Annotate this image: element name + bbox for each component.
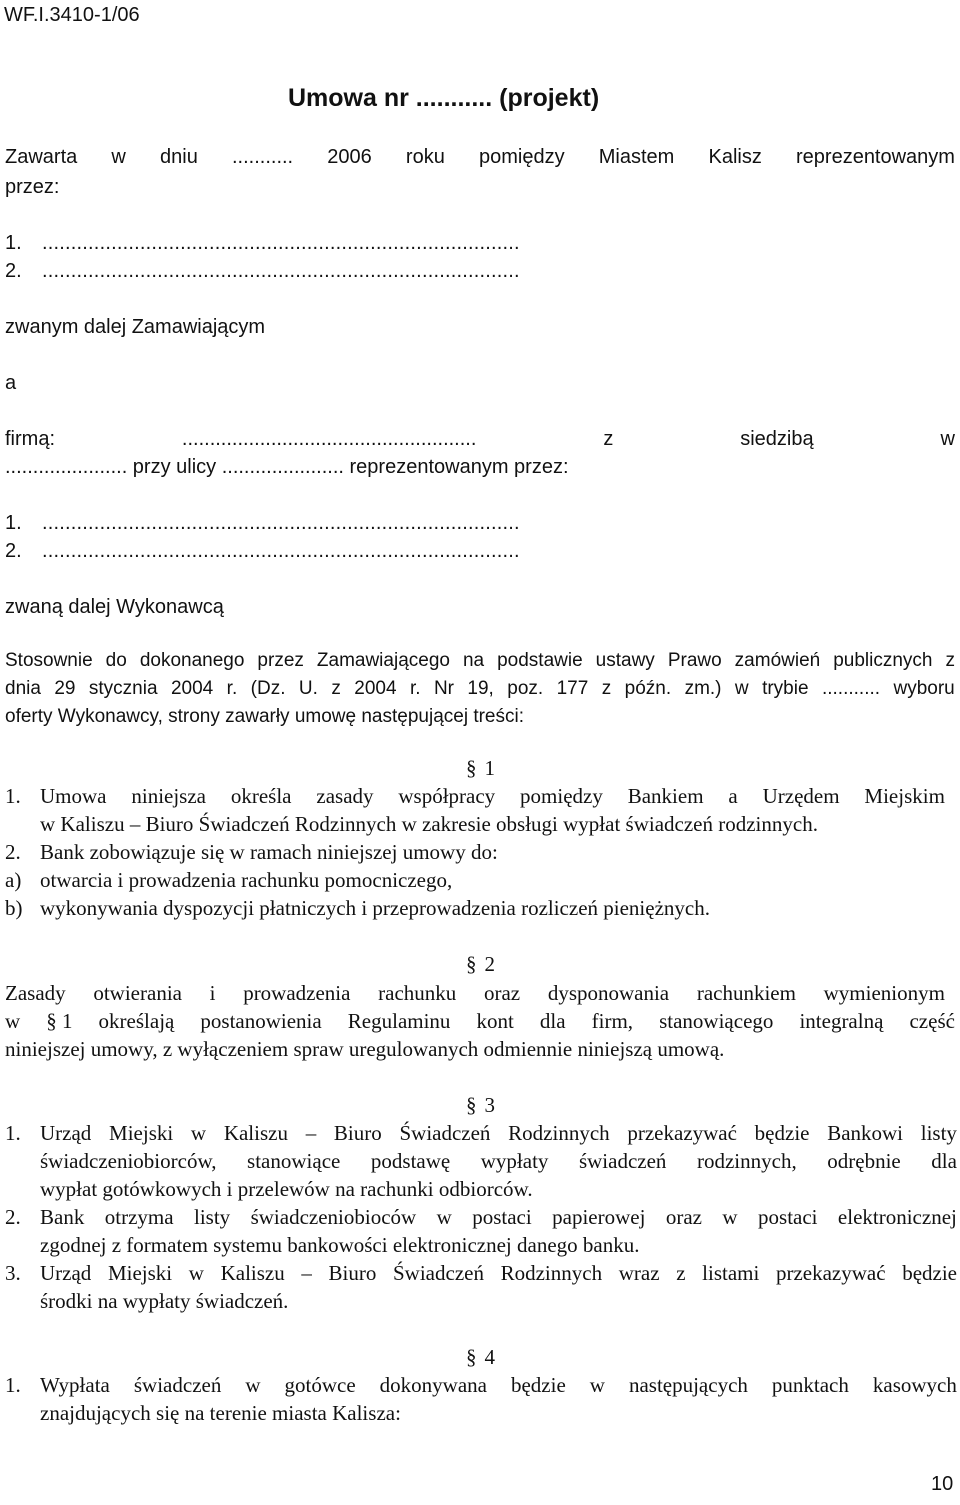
word: Zamawiającego xyxy=(316,650,450,671)
word: U. xyxy=(298,678,318,699)
section-number: 1 xyxy=(484,756,495,780)
s2-line-1 xyxy=(5,981,945,1006)
word: firmą: xyxy=(5,428,55,450)
s4-p1-line-1 xyxy=(40,1373,957,1398)
word: Rodzinnych xyxy=(500,1261,603,1285)
firm-line-2: ...................... przy ulicy ...................... reprezentowanym przez: xyxy=(5,456,569,478)
word: w xyxy=(188,1261,204,1285)
word: Nr xyxy=(433,678,454,699)
word: przez xyxy=(257,650,304,671)
word: wyboru xyxy=(893,678,955,699)
word: stanowiące xyxy=(247,1149,341,1173)
word: podstawę xyxy=(370,1149,451,1173)
word: dniu xyxy=(160,146,198,168)
word: z xyxy=(331,678,341,699)
word: papierowej xyxy=(552,1205,646,1229)
section-1-heading xyxy=(466,756,495,781)
word: w xyxy=(589,1373,605,1397)
s1-p2-number: 2. xyxy=(5,840,21,864)
word: r. xyxy=(226,678,238,699)
word: w xyxy=(722,1205,738,1229)
word: prowadzenia xyxy=(243,981,351,1005)
word: Miastem xyxy=(598,146,675,168)
word: w xyxy=(111,146,126,168)
s3-p1-line-1 xyxy=(40,1121,957,1146)
word: Regulaminu xyxy=(347,1009,451,1033)
word: stycznia xyxy=(88,678,158,699)
s1-b-text: wykonywania dyspozycji płatniczych i przeprowadzenia rozliczeń pieniężnych. xyxy=(40,896,710,920)
s1-p2-line-1: Bank zobowiązuje się w ramach niniejszej umowy do: xyxy=(40,840,498,864)
page-title: Umowa nr ........... (projekt) xyxy=(288,84,600,112)
word: – xyxy=(305,1121,317,1145)
word: postaci xyxy=(472,1205,532,1229)
word: Umowa xyxy=(40,784,107,808)
basis-line-2 xyxy=(5,678,955,700)
word: r. xyxy=(409,678,421,699)
word: Miejskim xyxy=(864,784,945,808)
word: zasady xyxy=(316,784,374,808)
word: 2004 xyxy=(170,678,214,699)
word: Bankiem xyxy=(627,784,704,808)
word: dokonanego xyxy=(139,650,245,671)
word: Bank xyxy=(40,1205,85,1229)
s2-line-3: niniejszej umowy, z wyłączeniem spraw uregulowanych odmiennie niniejszą umową. xyxy=(5,1037,725,1061)
word: Biuro xyxy=(333,1121,382,1145)
word: listy xyxy=(920,1121,957,1145)
word: dnia xyxy=(5,678,41,699)
word: § 1 xyxy=(46,1009,73,1033)
word: dysponowania xyxy=(547,981,670,1005)
basis-line-3: oferty Wykonawcy, strony zawarły umowę następującej treści: xyxy=(5,706,525,727)
word: 177 xyxy=(556,678,589,699)
word: odrębnie xyxy=(827,1149,901,1173)
word: Świadczeń xyxy=(393,1261,484,1285)
word: Rodzinnych xyxy=(508,1121,610,1145)
word: podstawie xyxy=(497,650,583,671)
word: listy xyxy=(193,1205,231,1229)
s3-p2-line-1 xyxy=(40,1205,957,1230)
word: będzie xyxy=(754,1121,810,1145)
section-3-heading xyxy=(466,1093,495,1118)
s3-p3-line-1 xyxy=(40,1261,957,1286)
rep2-number: 2. xyxy=(5,260,22,282)
word: w xyxy=(940,428,955,450)
s4-p1-number: 1. xyxy=(5,1373,21,1397)
word: przekazywać xyxy=(775,1261,886,1285)
word: dokonywana xyxy=(379,1373,487,1397)
rep1-dots: ................................................................................... xyxy=(42,232,520,254)
word: oraz xyxy=(483,981,521,1005)
word: poz. xyxy=(507,678,544,699)
word: świadczeń xyxy=(578,1149,667,1173)
s1-p1-number: 1. xyxy=(5,784,21,808)
word: ..................................................... xyxy=(181,428,477,450)
word: późn. xyxy=(624,678,672,699)
word: stanowiącego xyxy=(659,1009,774,1033)
word: postaci xyxy=(758,1205,818,1229)
word: a xyxy=(728,784,738,808)
word: postanowienia xyxy=(200,1009,322,1033)
s3-p1-line-3: wypłat gotówkowych i przelewów na rachunki odbiorców. xyxy=(40,1177,533,1201)
s3-p2-number: 2. xyxy=(5,1205,21,1229)
word: Urzędem xyxy=(762,784,840,808)
section-2-heading xyxy=(466,952,495,977)
section-symbol: § xyxy=(466,952,477,976)
word: dla xyxy=(539,1009,566,1033)
word: otrzyma xyxy=(104,1205,174,1229)
word: przekazywać xyxy=(627,1121,737,1145)
word: zm.) xyxy=(684,678,722,699)
word: Zasady xyxy=(5,981,66,1005)
word: do xyxy=(105,650,127,671)
word: współpracy xyxy=(398,784,496,808)
word: ustawy xyxy=(595,650,655,671)
word: wymienionym xyxy=(823,981,945,1005)
word: dla xyxy=(931,1149,957,1173)
word: oraz xyxy=(665,1205,702,1229)
s1-a-text: otwarcia i prowadzenia rachunku pomocniczego, xyxy=(40,868,453,892)
section-symbol: § xyxy=(466,756,477,780)
word: określają xyxy=(98,1009,175,1033)
word: Urząd xyxy=(40,1121,92,1145)
word: Kaliszu xyxy=(223,1121,288,1145)
section-number: 3 xyxy=(484,1093,495,1117)
word: świadczeniobioców xyxy=(250,1205,417,1229)
word: Bankowi xyxy=(827,1121,904,1145)
s2-line-2 xyxy=(5,1009,955,1034)
word: pomiędzy xyxy=(520,784,603,808)
s1-a-label: a) xyxy=(5,868,22,892)
conjunction: a xyxy=(5,372,17,394)
s4-p1-line-2: znajdujących się na terenie miasta Kalisza: xyxy=(40,1401,401,1425)
intro-line-2: przez: xyxy=(5,176,60,198)
word: Stosownie xyxy=(5,650,93,671)
word: zamówień xyxy=(734,650,821,671)
word: Zawarta xyxy=(5,146,78,168)
basis-line-1 xyxy=(5,650,955,672)
word: punktach xyxy=(771,1373,849,1397)
word: integralną xyxy=(799,1009,884,1033)
word: – xyxy=(301,1261,312,1285)
s3-p1-number: 1. xyxy=(5,1121,21,1145)
word: świadczeń xyxy=(133,1373,222,1397)
intro-line-1 xyxy=(5,146,955,169)
word: Kalisz xyxy=(708,146,762,168)
s3-p1-line-2 xyxy=(40,1149,957,1174)
firm-line-1 xyxy=(5,428,955,451)
rep2-dots: ................................................................................... xyxy=(42,260,520,282)
word: listami xyxy=(702,1261,760,1285)
word: w xyxy=(734,678,749,699)
word: Kaliszu xyxy=(220,1261,285,1285)
word: część xyxy=(909,1009,955,1033)
word: będzie xyxy=(510,1373,566,1397)
word: elektronicznej xyxy=(837,1205,957,1229)
section-4-heading xyxy=(466,1345,495,1370)
word: publicznych xyxy=(833,650,933,671)
section-number: 2 xyxy=(484,952,495,976)
word: niniejsza xyxy=(131,784,206,808)
word: trybie xyxy=(762,678,809,699)
word: Miejski xyxy=(109,1121,174,1145)
word: z xyxy=(945,650,955,671)
word: Prawo xyxy=(667,650,722,671)
s3-p3-line-2: środki na wypłaty świadczeń. xyxy=(40,1289,289,1313)
word: 29 xyxy=(54,678,76,699)
word: Miejski xyxy=(107,1261,173,1285)
firm-rep2-dots: ................................................................................... xyxy=(42,540,520,562)
word: w xyxy=(5,1009,21,1033)
rep1-number: 1. xyxy=(5,232,22,254)
word: z xyxy=(603,428,614,450)
word: 19, xyxy=(467,678,494,699)
s1-p1-line-1 xyxy=(40,784,945,809)
word: rachunku xyxy=(378,981,457,1005)
word: Świadczeń xyxy=(399,1121,491,1145)
wykonawca-label: zwaną dalej Wykonawcą xyxy=(5,596,224,618)
word: następujących xyxy=(628,1373,748,1397)
document-code: WF.I.3410-1/06 xyxy=(4,4,140,26)
word: Urząd xyxy=(40,1261,92,1285)
word: określa xyxy=(230,784,292,808)
page-number: 10 xyxy=(931,1473,954,1495)
word: świadczeniobiorców, xyxy=(40,1149,217,1173)
word: pomiędzy xyxy=(478,146,565,168)
word: będzie xyxy=(902,1261,957,1285)
word: otwierania xyxy=(93,981,182,1005)
firm-rep2-number: 2. xyxy=(5,540,22,562)
word: siedzibą xyxy=(740,428,814,450)
word: 2004 xyxy=(354,678,397,699)
word: gotówce xyxy=(284,1373,356,1397)
word: reprezentowanym xyxy=(796,146,955,168)
section-symbol: § xyxy=(466,1345,477,1369)
s1-b-label: b) xyxy=(5,896,23,920)
word: rachunkiem xyxy=(696,981,796,1005)
word: na xyxy=(462,650,485,671)
word: w xyxy=(190,1121,207,1145)
word: wypłaty xyxy=(480,1149,549,1173)
word: roku xyxy=(405,146,445,168)
s3-p3-number: 3. xyxy=(5,1261,21,1285)
firm-rep1-dots: ................................................................................... xyxy=(42,512,520,534)
word: (Dz. xyxy=(250,678,286,699)
firm-rep1-number: 1. xyxy=(5,512,22,534)
word: kont xyxy=(476,1009,514,1033)
word: firm, xyxy=(591,1009,634,1033)
word: wraz xyxy=(618,1261,660,1285)
word: w xyxy=(436,1205,452,1229)
s3-p2-line-2: zgodnej z formatem systemu bankowości elektronicznej danego banku. xyxy=(40,1233,640,1257)
word: w xyxy=(245,1373,261,1397)
word: z xyxy=(676,1261,686,1285)
word: ........... xyxy=(231,146,294,168)
word: Biuro xyxy=(328,1261,377,1285)
word: z xyxy=(601,678,612,699)
word: 2006 xyxy=(327,146,372,168)
word: ........... xyxy=(821,678,881,699)
zamawiajacy-label: zwanym dalej Zamawiającym xyxy=(5,316,266,338)
word: Wypłata xyxy=(40,1373,110,1397)
word: rodzinnych, xyxy=(696,1149,797,1173)
word: kasowych xyxy=(872,1373,957,1397)
section-symbol: § xyxy=(466,1093,477,1117)
section-number: 4 xyxy=(484,1345,495,1369)
s1-p1-line-2: w Kaliszu – Biuro Świadczeń Rodzinnych w zakresie obsługi wypłat świadczeń rodzinnych. xyxy=(40,812,818,836)
word: i xyxy=(209,981,216,1005)
